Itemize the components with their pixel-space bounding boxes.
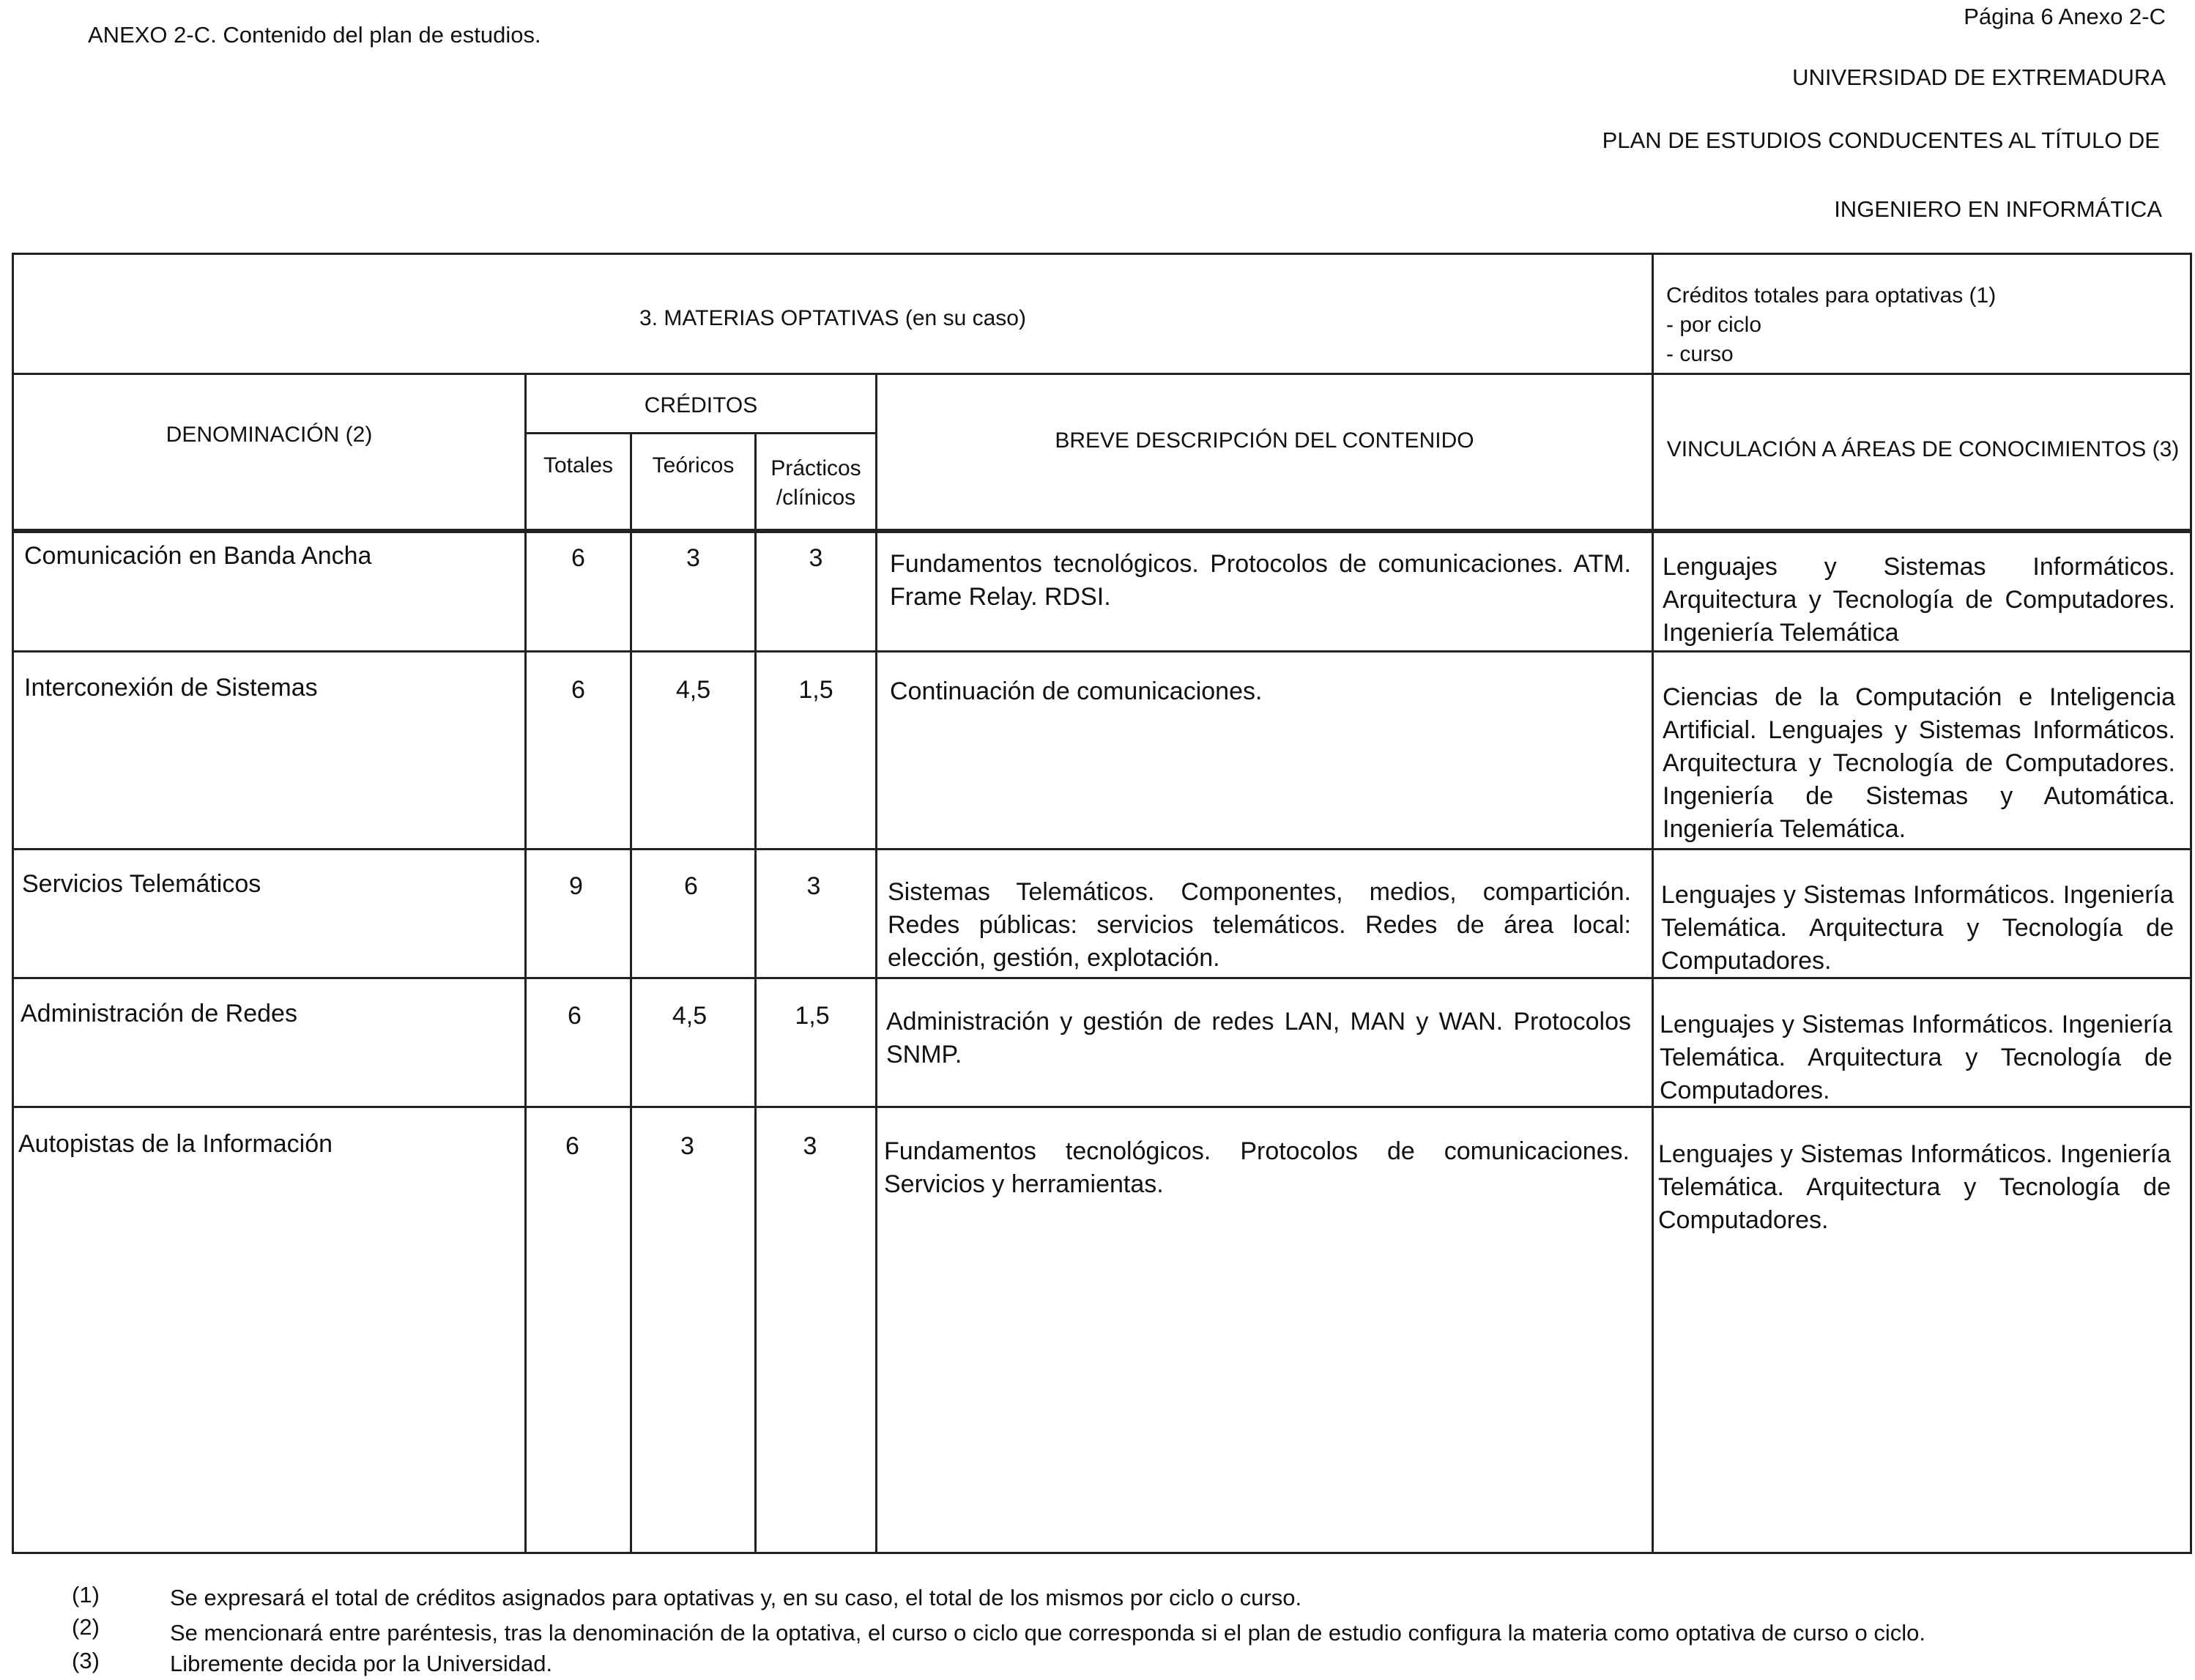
section-title: 3. MATERIAS OPTATIVAS (en su caso) <box>639 306 1026 330</box>
col-sep-practicos <box>754 432 757 1554</box>
page-label: Página 6 Anexo 2-C <box>1964 4 2166 29</box>
row3-teoricos: 6 <box>684 872 698 900</box>
row2-teoricos: 4,5 <box>675 676 711 704</box>
row4-descripcion: Administración y gestión de redes LAN, MAN y WAN. Protocolos SNMP. <box>886 1008 1631 1068</box>
col-practicos-line1: Prácticos <box>770 456 861 480</box>
row5-totales: 6 <box>565 1132 579 1160</box>
credits-total-box <box>1666 281 2179 369</box>
col-sep-teoricos <box>630 432 632 1554</box>
plan-title-line1: PLAN DE ESTUDIOS CONDUCENTES AL TÍTULO DE <box>1602 127 2160 153</box>
row3-areas: Lenguajes y Sistemas Informáticos. Ingeniería Telemática. Arquitectura y Tecnología de Computadores. <box>1661 881 2174 975</box>
footnote-1-text: Se expresará el total de créditos asignados para optativas y, en su caso, el total de los mismos por ciclo o curso. <box>170 1585 1302 1610</box>
row3-name: Servicios Telemáticos <box>22 870 261 898</box>
col-practicos-line2: /clínicos <box>776 486 856 510</box>
row3-practicos: 3 <box>806 872 821 900</box>
credits-total-course: - curso <box>1666 342 1734 366</box>
row2-descripcion: Continuación de comunicaciones. <box>890 677 1263 705</box>
col-denominacion: DENOMINACIÓN (2) <box>166 423 373 447</box>
row2-name: Interconexión de Sistemas <box>24 674 318 702</box>
rule-header <box>12 373 2192 375</box>
rule-credits <box>524 432 877 434</box>
row4-areas: Lenguajes y Sistemas Informáticos. Ingeniería Telemática. Arquitectura y Tecnología de Computadores. <box>1660 1011 2172 1104</box>
col-teoricos: Teóricos <box>652 453 735 477</box>
col-totales: Totales <box>543 453 614 477</box>
rule-row2 <box>12 848 2192 850</box>
col-practicos <box>757 454 875 513</box>
row5-name: Autopistas de la Información <box>18 1130 333 1158</box>
row5-teoricos: 3 <box>680 1132 694 1160</box>
col-vinculacion: VINCULACIÓN A ÁREAS DE CONOCIMIENTOS (3) <box>1666 437 2180 461</box>
row1-teoricos: 3 <box>686 544 700 572</box>
col-descripcion: BREVE DESCRIPCIÓN DEL CONTENIDO <box>1055 428 1474 453</box>
footnote-3-mark: (3) <box>72 1648 100 1673</box>
row2-totales: 6 <box>571 676 585 704</box>
row1-name: Comunicación en Banda Ancha <box>24 542 372 570</box>
row4-name: Administración de Redes <box>21 1000 297 1027</box>
row1-practicos: 3 <box>809 544 823 572</box>
row4-totales: 6 <box>568 1002 582 1030</box>
footnote-3-text: Libremente decida por la Universidad. <box>170 1651 553 1676</box>
annex-title: ANEXO 2-C. Contenido del plan de estudios. <box>88 22 541 48</box>
credits-total-cycle: - por ciclo <box>1666 313 1762 337</box>
row1-descripcion: Fundamentos tecnológicos. Protocolos de comunicaciones. ATM. Frame Relay. RDSI. <box>890 550 1631 611</box>
footnote-2-mark: (2) <box>72 1614 100 1640</box>
footnote-1-mark: (1) <box>72 1582 100 1607</box>
row4-teoricos: 4,5 <box>672 1002 707 1030</box>
row5-areas: Lenguajes y Sistemas Informáticos. Ingeniería Telemática. Arquitectura y Tecnología de Computadores. <box>1658 1140 2171 1234</box>
row2-practicos: 1,5 <box>798 676 833 704</box>
row5-descripcion: Fundamentos tecnológicos. Protocolos de comunicaciones. Servicios y herramientas. <box>884 1137 1630 1198</box>
row3-totales: 9 <box>569 872 583 900</box>
university-name: UNIVERSIDAD DE EXTREMADURA <box>1792 64 2166 90</box>
rule-row1 <box>12 650 2192 653</box>
row5-practicos: 3 <box>803 1132 817 1160</box>
row2-areas: Ciencias de la Computación e Inteligencia Artificial. Lenguajes y Sistemas Informáticos. Arquitectura y Tecnología de Computadores. Ingeniería de Sistemas y Automática. Ingeniería Telemática. <box>1663 683 2175 843</box>
row3-descripcion: Sistemas Telemáticos. Componentes, medios, compartición. Redes públicas: servicios telemáticos. Redes de área local: elección, gestión, explotación. <box>888 878 1631 972</box>
rule-colheads <box>12 529 2192 533</box>
footnote-2-text: Se mencionará entre paréntesis, tras la denominación de la optativa, el curso o ciclo que corresponda si el plan de estudio configura la materia como optativa de curso o ciclo. <box>170 1620 1925 1646</box>
col-sep-descripcion <box>875 373 877 1554</box>
row4-practicos: 1,5 <box>795 1002 830 1030</box>
row1-areas: Lenguajes y Sistemas Informáticos. Arquitectura y Tecnología de Computadores. Ingeniería Telemática <box>1663 553 2175 647</box>
row1-totales: 6 <box>571 544 585 572</box>
plan-title-line2: INGENIERO EN INFORMÁTICA <box>1834 196 2162 222</box>
col-creditos: CRÉDITOS <box>644 393 758 417</box>
credits-total-title: Créditos totales para optativas (1) <box>1666 283 1997 308</box>
